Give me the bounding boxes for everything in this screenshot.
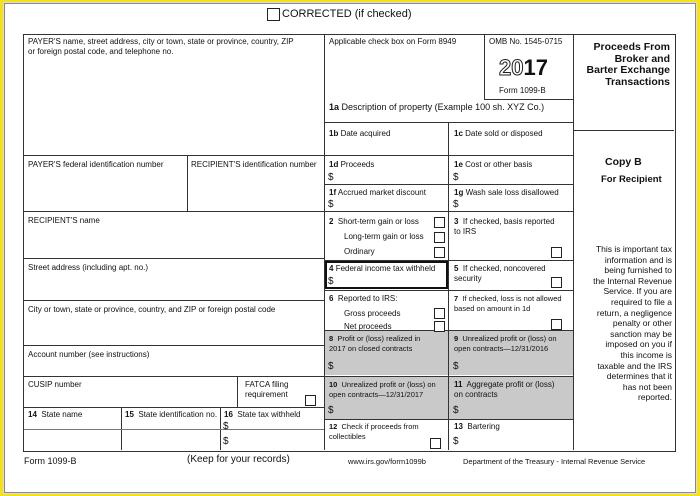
fatca-label: FATCA filing requirement [245,380,289,399]
box2-short-checkbox[interactable] [434,217,445,228]
box8-label: 8 Profit or (loss) realized in 2017 on closed contracts [329,334,421,353]
check-box-8949-label: Applicable check box on Form 8949 [329,37,457,46]
hline-l5 [24,345,324,346]
box6-gross: Gross proceeds [344,309,401,318]
copy-subtitle: For Recipient [601,174,662,185]
footer-keep: (Keep for your records) [187,454,290,465]
box6-net: Net proceeds [344,322,392,331]
hline-spacer [324,99,484,100]
box4-label: 4 Federal income tax withheld [329,264,436,273]
box11-label: 11 Aggregate profit or (loss) on contracts [454,380,555,399]
box16-dollar-2: $ [223,436,229,447]
tax-year-prefix: 20 [499,55,524,80]
vline-recip-id [187,155,188,211]
box7-checkbox[interactable] [551,319,562,330]
box16-label: 16 State tax withheld [224,410,301,419]
vline-a [324,35,325,450]
hline-omb [484,99,573,100]
box2-long: Long-term gain or loss [344,232,424,241]
box10-label: 10 Unrealized profit or (loss) on open contracts—12/31/2017 [329,380,436,399]
hline-l6 [24,376,324,377]
tax-year-suffix: 17 [523,55,548,80]
vline-omb [484,35,485,99]
box1d-dollar: $ [328,172,334,183]
box15-label: 15 State identification no. [125,410,218,419]
hline-r1 [573,130,674,131]
hline-m2 [324,155,573,156]
hline-l8 [24,429,324,430]
omb-number: OMB No. 1545-0715 [489,37,563,46]
recipient-name-label: RECIPIENT'S name [28,216,100,225]
hline-m8 [324,376,573,377]
box3-checkbox[interactable] [551,247,562,258]
vline-mid [448,122,449,450]
hline-l3 [24,258,324,259]
hline-l7 [24,407,324,408]
fatca-checkbox[interactable] [305,395,316,406]
box2-ordinary: Ordinary [344,247,375,256]
box1c-label: 1c Date sold or disposed [454,129,543,138]
tax-year [499,56,548,80]
box13-label: 13 Bartering [454,422,500,431]
form-1099b-sheet [4,3,696,493]
box11-dollar: $ [453,405,459,416]
copy-title: Copy B [605,156,642,168]
footer-form: Form 1099-B [24,456,77,466]
hline-m6 [324,290,573,291]
hline-m1 [324,122,573,123]
hline-l4 [24,300,324,301]
hline-l2 [24,211,324,212]
box9-label: 9 Unrealized profit or (loss) on open contracts—12/31/2016 [454,334,557,353]
box1g-dollar: $ [453,199,459,210]
form-title: Proceeds From Broker and Barter Exchange Transactions [586,41,670,88]
recipient-id-label: RECIPIENT'S identification number [191,160,317,169]
box1f-label: 1f Accrued market discount [329,188,426,197]
footer-dept: Department of the Treasury - Internal Revenue Service [463,457,646,466]
box10-dollar: $ [328,405,334,416]
box4-dollar: $ [328,276,334,287]
box5-checkbox[interactable] [551,277,562,288]
box3-label: 3 If checked, basis reported to IRS [454,217,555,236]
box13-dollar: $ [453,436,459,447]
street-label: Street address (including apt. no.) [28,263,149,272]
important-notice: This is important tax information and is being furnished to the Internal Revenue Service. If you are required to file a return, a negligence penalty or other sanction may be imposed on you if this income is taxable and the IRS determines that it has not been reported. [593,244,672,403]
box2-long-checkbox[interactable] [434,232,445,243]
box2-short: 2 Short-term gain or loss [329,217,419,226]
box1e-label: 1e Cost or other basis [454,160,533,169]
box6-label: 6 Reported to IRS: [329,294,398,303]
box1g-label: 1g Wash sale loss disallowed [454,188,559,197]
box1d-label: 1d Proceeds [329,160,375,169]
box16-dollar-1: $ [223,421,229,432]
box1f-dollar: $ [328,199,334,210]
footer-url: www.irs.gov/form1099b [348,457,426,466]
hline-m9 [324,419,573,420]
box14-label: 14 State name [28,410,83,419]
cusip-label: CUSIP number [28,380,82,389]
box1e-dollar: $ [453,172,459,183]
box7-label: 7 If checked, loss is not allowed based on amount in 1d [454,294,562,313]
box1b-label: 1b Date acquired [329,129,391,138]
corrected-label: CORRECTED (if checked) [282,8,412,20]
hline-l1 [24,155,324,156]
account-label: Account number (see instructions) [28,350,150,359]
box6-gross-checkbox[interactable] [434,308,445,319]
vline-fatca [237,376,238,407]
payer-label: PAYER'S name, street address, city or town, state or province, country, ZIP or foreign postal code, and telephone no. [28,37,294,56]
payer-fid-label: PAYER'S federal identification number [28,160,164,169]
corrected-checkbox[interactable] [267,8,280,21]
box6-net-checkbox[interactable] [434,321,445,332]
box5-label: 5 If checked, noncovered security [454,264,546,283]
box12-label: 12 Check if proceeds from collectibles [329,422,419,441]
box2-ordinary-checkbox[interactable] [434,247,445,258]
form-name: Form 1099-B [499,86,546,95]
box9-dollar: $ [453,361,459,372]
hline-m3 [324,184,573,185]
box1a-label: 1a Description of property (Example 100 sh. XYZ Co.) [329,102,545,112]
box8-dollar: $ [328,361,334,372]
hline-m4 [324,211,573,212]
box12-checkbox[interactable] [430,438,441,449]
city-label: City or town, state or province, country, and ZIP or foreign postal code [28,305,276,314]
